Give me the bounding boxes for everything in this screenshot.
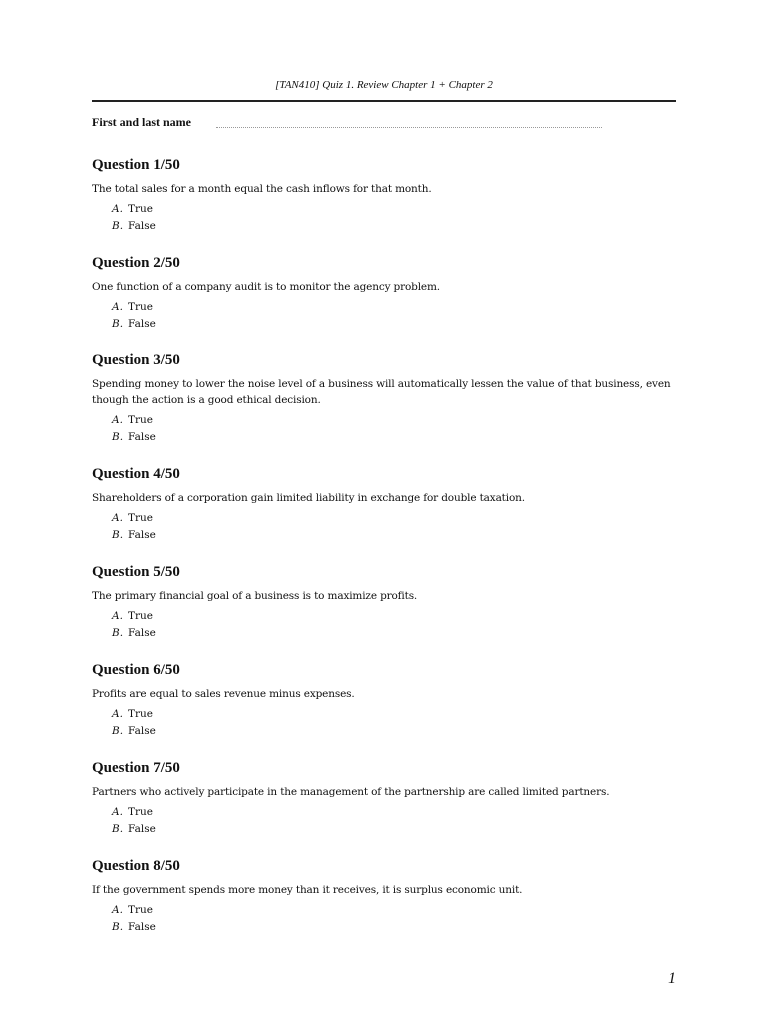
answer-list	[112, 706, 682, 740]
question-title: Question 1/50	[92, 157, 180, 173]
answer-text: False	[128, 318, 156, 330]
question-8	[92, 857, 682, 936]
question-text	[92, 376, 682, 408]
answer-text: True	[128, 414, 153, 426]
header-divider	[92, 100, 676, 102]
answer-option-a	[112, 299, 682, 316]
page-number: 1	[668, 970, 676, 987]
page-header: [TAN410] Quiz 1. Review Chapter 1 + Chapter 2	[275, 79, 493, 91]
question-text: Shareholders of a corporation gain limited liability in exchange for double taxation.	[92, 492, 525, 504]
answer-text: False	[128, 627, 156, 639]
answer-letter: B.	[112, 431, 124, 443]
answer-letter: B.	[112, 318, 124, 330]
answer-option-b	[112, 429, 682, 446]
answer-letter: A.	[112, 414, 123, 426]
question-title: Question 3/50	[92, 352, 180, 368]
answer-option-a	[112, 608, 682, 625]
question-7	[92, 759, 682, 838]
answer-text: False	[128, 921, 156, 933]
answer-letter: A.	[112, 301, 123, 313]
answer-option-b	[112, 821, 682, 838]
question-title: Question 7/50	[92, 760, 180, 776]
answer-option-b	[112, 316, 682, 333]
answer-text: False	[128, 823, 156, 835]
name-field-row	[92, 115, 612, 131]
answer-text: True	[128, 203, 153, 215]
question-1	[92, 156, 682, 235]
question-4	[92, 465, 682, 544]
answer-list	[112, 412, 682, 446]
answer-letter: B.	[112, 823, 124, 835]
answer-text: True	[128, 904, 153, 916]
question-title: Question 8/50	[92, 858, 180, 874]
answer-letter: B.	[112, 921, 124, 933]
answer-option-b	[112, 218, 682, 235]
answer-option-a	[112, 902, 682, 919]
answer-letter: B.	[112, 627, 124, 639]
answer-option-a	[112, 804, 682, 821]
question-text: One function of a company audit is to monitor the agency problem.	[92, 281, 440, 293]
answer-text: True	[128, 512, 153, 524]
answer-option-b	[112, 723, 682, 740]
answer-text: False	[128, 431, 156, 443]
name-field-label: First and last name	[92, 115, 191, 129]
answer-option-b	[112, 527, 682, 544]
question-title: Question 6/50	[92, 662, 180, 678]
question-2	[92, 254, 682, 333]
answer-letter: B.	[112, 725, 124, 737]
question-5	[92, 563, 682, 642]
question-text: The total sales for a month equal the cash inflows for that month.	[92, 183, 432, 195]
question-3	[92, 351, 682, 446]
question-title: Question 4/50	[92, 466, 180, 482]
answer-letter: A.	[112, 203, 123, 215]
answer-option-a	[112, 706, 682, 723]
question-title: Question 5/50	[92, 564, 180, 580]
question-text: Partners who actively participate in the management of the partnership are called limited partners.	[92, 786, 610, 798]
question-text: Profits are equal to sales revenue minus expenses.	[92, 688, 355, 700]
question-text-line: Spending money to lower the noise level of a business will automatically lessen the value of that business, even	[92, 378, 671, 390]
answer-list	[112, 510, 682, 544]
answer-text: False	[128, 725, 156, 737]
answer-list	[112, 299, 682, 333]
answer-text: False	[128, 220, 156, 232]
answer-text: True	[128, 301, 153, 313]
answer-text: True	[128, 610, 153, 622]
question-text-line: though the action is a good ethical decision.	[92, 394, 321, 406]
answer-letter: B.	[112, 529, 124, 541]
answer-option-b	[112, 625, 682, 642]
answer-letter: A.	[112, 708, 123, 720]
answer-option-a	[112, 510, 682, 527]
answer-letter: A.	[112, 806, 123, 818]
answer-text: True	[128, 806, 153, 818]
answer-letter: B.	[112, 220, 124, 232]
answer-option-b	[112, 919, 682, 936]
answer-letter: A.	[112, 512, 123, 524]
answer-text: True	[128, 708, 153, 720]
question-text: If the government spends more money than it receives, it is surplus economic unit.	[92, 884, 523, 896]
question-6	[92, 661, 682, 740]
answer-list	[112, 201, 682, 235]
answer-letter: A.	[112, 610, 123, 622]
answer-list	[112, 608, 682, 642]
answer-letter: A.	[112, 904, 123, 916]
question-title: Question 2/50	[92, 255, 180, 271]
answer-list	[112, 804, 682, 838]
name-field-dotted-line	[216, 127, 602, 128]
answer-text: False	[128, 529, 156, 541]
answer-list	[112, 902, 682, 936]
question-text: The primary financial goal of a business is to maximize profits.	[92, 590, 418, 602]
answer-option-a	[112, 201, 682, 218]
answer-option-a	[112, 412, 682, 429]
